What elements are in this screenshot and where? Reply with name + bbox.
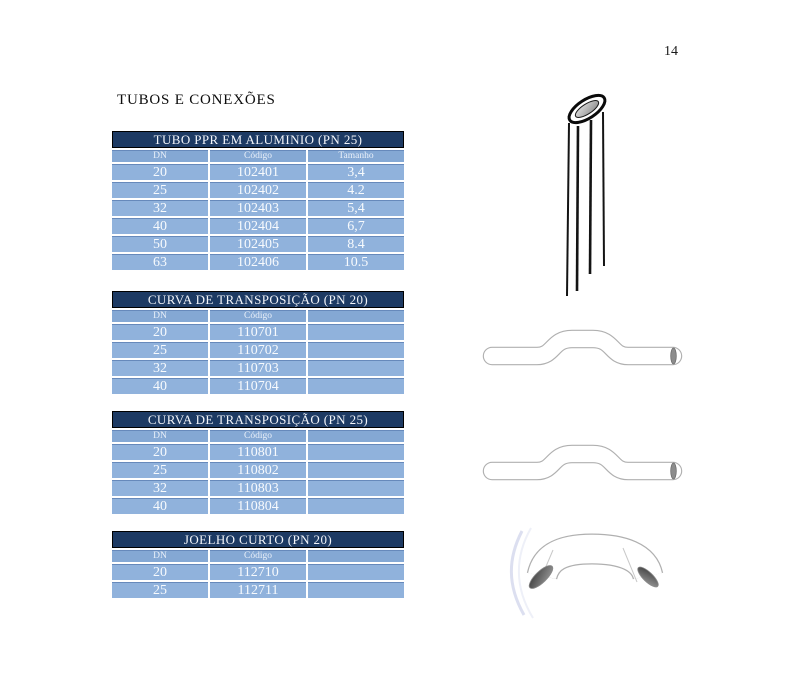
table-cell (308, 342, 404, 358)
table-cell: 110803 (210, 480, 306, 496)
column-header: Código (210, 550, 306, 562)
column-header: Código (210, 430, 306, 442)
page-number: 14 (664, 44, 678, 59)
table-cell: 20 (112, 164, 208, 180)
table-cell (308, 444, 404, 460)
table-curva-transposicao-pn25 (110, 409, 406, 516)
table-cell: 102406 (210, 254, 306, 270)
table-cell: 112710 (210, 564, 306, 580)
table-cell (308, 462, 404, 478)
column-header: Código (210, 310, 306, 322)
table-cell: 63 (112, 254, 208, 270)
column-header: DN (112, 550, 208, 562)
short-elbow-icon (500, 523, 675, 628)
table-cell: 5,4 (308, 200, 404, 216)
table-title: CURVA DE TRANSPOSIÇÃO (PN 25) (112, 411, 404, 428)
page-title: TUBOS E CONEXÕES (117, 92, 276, 108)
table-row (112, 254, 404, 270)
column-header: Código (210, 150, 306, 162)
table-cell: 20 (112, 564, 208, 580)
table-row (112, 218, 404, 234)
table-title: CURVA DE TRANSPOSIÇÃO (PN 20) (112, 291, 404, 308)
table-cell: 20 (112, 444, 208, 460)
table-row (112, 236, 404, 252)
column-header: DN (112, 430, 208, 442)
table-cell (308, 480, 404, 496)
table-row (112, 342, 404, 358)
column-header (308, 430, 404, 442)
table-cell: 40 (112, 378, 208, 394)
table-cell: 110804 (210, 498, 306, 514)
table-cell: 102403 (210, 200, 306, 216)
table-cell: 110704 (210, 378, 306, 394)
table-cell: 50 (112, 236, 208, 252)
column-header: Tamanho (308, 150, 404, 162)
column-header: DN (112, 150, 208, 162)
table-row (112, 582, 404, 598)
table-cell: 4.2 (308, 182, 404, 198)
table-cell: 32 (112, 480, 208, 496)
table-cell: 102401 (210, 164, 306, 180)
table-row (112, 378, 404, 394)
table-cell (308, 564, 404, 580)
table-cell: 40 (112, 218, 208, 234)
table-tubo-ppr-aluminio (110, 129, 406, 272)
table-cell: 102402 (210, 182, 306, 198)
table-cell: 102404 (210, 218, 306, 234)
table-cell (308, 582, 404, 598)
table-row (112, 324, 404, 340)
column-header (308, 310, 404, 322)
column-header (308, 550, 404, 562)
table-row (112, 182, 404, 198)
table-cell: 112711 (210, 582, 306, 598)
table-cell: 25 (112, 462, 208, 478)
table-row (112, 462, 404, 478)
table-title: JOELHO CURTO (PN 20) (112, 531, 404, 548)
table-cell: 20 (112, 324, 208, 340)
table-cell: 6,7 (308, 218, 404, 234)
table-title: TUBO PPR EM ALUMINIO (PN 25) (112, 131, 404, 148)
table-cell (308, 324, 404, 340)
table-row (112, 444, 404, 460)
table-row (112, 164, 404, 180)
table-cell (308, 378, 404, 394)
table-curva-transposicao-pn20 (110, 289, 406, 396)
table-cell: 3,4 (308, 164, 404, 180)
table-cell: 110701 (210, 324, 306, 340)
table-cell: 110702 (210, 342, 306, 358)
table-cell (308, 498, 404, 514)
table-cell: 8.4 (308, 236, 404, 252)
table-row (112, 200, 404, 216)
table-row (112, 564, 404, 580)
ppr-aluminum-pipe-icon (553, 83, 627, 305)
table-cell: 110703 (210, 360, 306, 376)
table-cell: 102405 (210, 236, 306, 252)
table-cell: 40 (112, 498, 208, 514)
table-cell: 32 (112, 360, 208, 376)
table-cell: 110801 (210, 444, 306, 460)
table-row (112, 498, 404, 514)
table-cell: 32 (112, 200, 208, 216)
table-cell: 10.5 (308, 254, 404, 270)
table-cell (308, 360, 404, 376)
transposition-bend-icon (480, 437, 690, 497)
table-joelho-curto-pn20 (110, 529, 406, 600)
table-cell: 110802 (210, 462, 306, 478)
table-row (112, 360, 404, 376)
table-cell: 25 (112, 182, 208, 198)
table-cell: 25 (112, 342, 208, 358)
transposition-bend-icon (480, 322, 690, 382)
table-row (112, 480, 404, 496)
table-cell: 25 (112, 582, 208, 598)
column-header: DN (112, 310, 208, 322)
